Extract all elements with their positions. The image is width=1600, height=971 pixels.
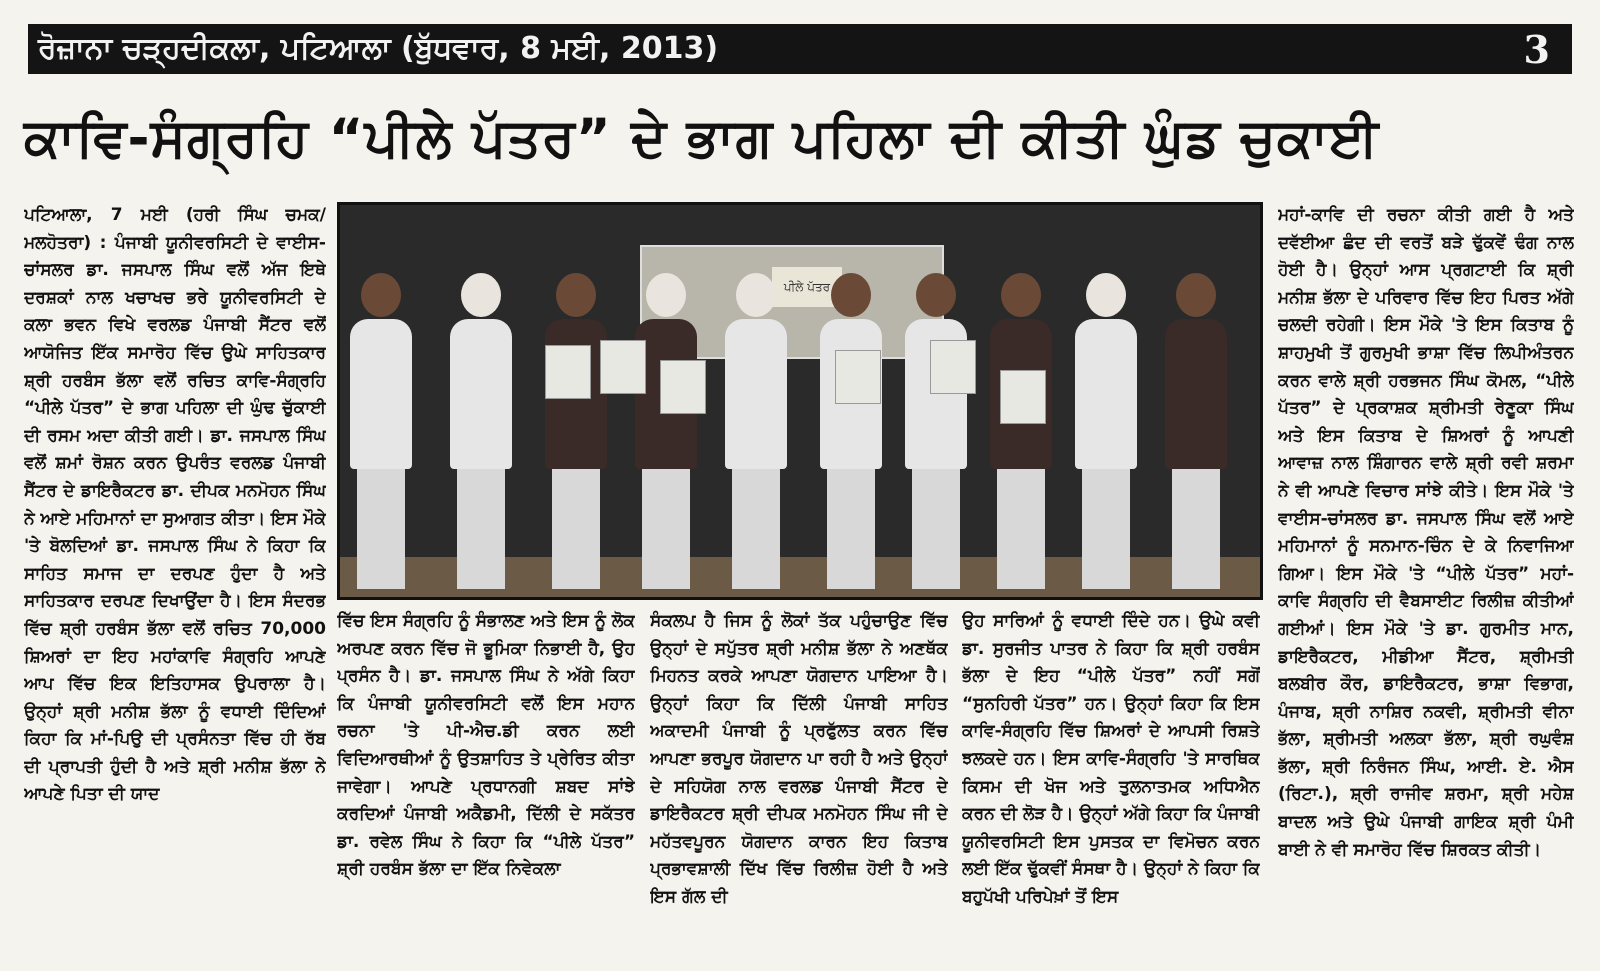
book <box>545 345 591 399</box>
headline: ਕਾਵਿ-ਸੰਗ੍ਰਹਿ “ਪੀਲੇ ਪੱਤਰ” ਦੇ ਭਾਗ ਪਹਿਲਾ ਦੀ ਕੀਤੀ ਘੁੰਡ ਚੁਕਾਈ <box>24 108 1380 169</box>
article-column-4: ਉਹ ਸਾਰਿਆਂ ਨੂੰ ਵਧਾਈ ਦਿੰਦੇ ਹਨ। ਉਘੇ ਕਵੀ ਡਾ. ਸੁਰਜੀਤ ਪਾਤਰ ਨੇ ਕਿਹਾ ਕਿ ਸ਼੍ਰੀ ਹਰਬੰਸ ਭੱਲਾ ਦੇ ਇਹ “ਪੀਲੇ ਪੱਤਰ” ਨਹੀਂ ਸਗੋਂ “ਸੁਨਹਿਰੀ ਪੱਤਰ” ਹਨ। ਉਨ੍ਹਾਂ ਕਿਹਾ ਕਿ ਇਸ ਕਾਵਿ-ਸੰਗ੍ਰਹਿ ਵਿੱਚ ਸ਼ਿਅਰਾਂ ਦੇ ਆਪਸੀ ਰਿਸ਼ਤੇ ਝਲਕਦੇ ਹਨ। ਇਸ ਕਾਵਿ-ਸੰਗ੍ਰਹਿ 'ਤੇ ਸਾਰਥਿਕ ਕਿਸਮ ਦੀ ਖੋਜ ਅਤੇ ਤੁਲਨਾਤਮਕ ਅਧਿਐਨ ਕਰਨ ਦੀ ਲੋੜ ਹੈ। ਉਨ੍ਹਾਂ ਅੱਗੇ ਕਿਹਾ ਕਿ ਪੰਜਾਬੀ ਯੂਨੀਵਰਸਿਟੀ ਇਸ ਪੁਸਤਕ ਦਾ ਵਿਮੋਚਨ ਕਰਨ ਲਈ ਇੱਕ ਢੁੱਕਵੀਂ ਸੰਸਥਾ ਹੈ। ਉਨ੍ਹਾਂ ਨੇ ਕਿਹਾ ਕਿ ਬਹੁਪੱਖੀ ਪਰਿਪੇਖ਼ਾਂ ਤੋਂ ਇਸ <box>962 611 1260 907</box>
event-photo <box>337 202 1263 600</box>
book <box>600 340 646 394</box>
person <box>450 273 512 589</box>
person <box>905 273 967 589</box>
book <box>930 340 976 394</box>
article-column-2: ਵਿੱਚ ਇਸ ਸੰਗ੍ਰਹਿ ਨੂੰ ਸੰਭਾਲਣ ਅਤੇ ਇਸ ਨੂੰ ਲੋਕ ਅਰਪਣ ਕਰਨ ਵਿੱਚ ਜੋ ਭੂਮਿਕਾ ਨਿਭਾਈ ਹੈ, ਉਹ ਪ੍ਰਸੰਨ ਹੈ। ਡਾ. ਜਸਪਾਲ ਸਿੰਘ ਨੇ ਅੱਗੇ ਕਿਹਾ ਕਿ ਪੰਜਾਬੀ ਯੂਨੀਵਰਸਿਟੀ ਵਲੋਂ ਇਸ ਮਹਾਨ ਰਚਨਾ 'ਤੇ ਪੀ-ਐਚ.ਡੀ ਕਰਨ ਲਈ ਵਿਦਿਆਰਥੀਆਂ ਨੂੰ ਉਤਸ਼ਾਹਿਤ ਤੇ ਪ੍ਰੇਰਿਤ ਕੀਤਾ ਜਾਵੇਗਾ। ਆਪਣੇ ਪ੍ਰਧਾਨਗੀ ਸ਼ਬਦ ਸਾਂਝੇ ਕਰਦਿਆਂ ਪੰਜਾਬੀ ਅਕੈਡਮੀ, ਦਿੱਲੀ ਦੇ ਸਕੱਤਰ ਡਾ. ਰਵੇਲ ਸਿੰਘ ਨੇ ਕਿਹਾ ਕਿ “ਪੀਲੇ ਪੱਤਰ” ਸ਼੍ਰੀ ਹਰਬੰਸ ਭੱਲਾ ਦਾ ਇੱਕ ਨਿਵੇਕਲਾ <box>337 611 635 880</box>
book <box>835 350 881 404</box>
masthead <box>28 24 1572 74</box>
article-column-3: ਸੰਕਲਪ ਹੈ ਜਿਸ ਨੂੰ ਲੋਕਾਂ ਤੱਕ ਪਹੁੰਚਾਉਣ ਵਿੱਚ ਉਨ੍ਹਾਂ ਦੇ ਸਪੁੱਤਰ ਸ਼੍ਰੀ ਮਨੀਸ਼ ਭੱਲਾ ਨੇ ਅਣਥੱਕ ਮਿਹਨਤ ਕਰਕੇ ਆਪਣਾ ਯੋਗਦਾਨ ਪਾਇਆ ਹੈ। ਉਨ੍ਹਾਂ ਕਿਹਾ ਕਿ ਦਿੱਲੀ ਪੰਜਾਬੀ ਸਾਹਿਤ ਅਕਾਦਮੀ ਪੰਜਾਬੀ ਨੂੰ ਪ੍ਰਫੁੱਲਤ ਕਰਨ ਵਿੱਚ ਆਪਣਾ ਭਰਪੂਰ ਯੋਗਦਾਨ ਪਾ ਰਹੀ ਹੈ ਅਤੇ ਉਨ੍ਹਾਂ ਦੇ ਸਹਿਯੋਗ ਨਾਲ ਵਰਲਡ ਪੰਜਾਬੀ ਸੈਂਟਰ ਦੇ ਡਾਇਰੈਕਟਰ ਸ਼੍ਰੀ ਦੀਪਕ ਮਨਮੋਹਨ ਸਿੰਘ ਜੀ ਦੇ ਮਹੱਤਵਪੂਰਨ ਯੋਗਦਾਨ ਕਾਰਨ ਇਹ ਕਿਤਾਬ ਪ੍ਰਭਾਵਸ਼ਾਲੀ ਦਿੱਖ ਵਿੱਚ ਰਿਲੀਜ਼ ਹੋਈ ਹੈ ਅਤੇ ਇਸ ਗੱਲ ਦੀ <box>650 611 948 907</box>
book <box>1000 370 1046 424</box>
person <box>990 273 1052 589</box>
person <box>635 273 697 589</box>
person <box>1075 273 1137 589</box>
person <box>1165 273 1227 589</box>
person <box>820 273 882 589</box>
article-column-5: ਮਹਾਂ-ਕਾਵਿ ਦੀ ਰਚਨਾ ਕੀਤੀ ਗਈ ਹੈ ਅਤੇ ਦਵੱਈਆ ਛੰਦ ਦੀ ਵਰਤੋਂ ਬੜੇ ਢੁੱਕਵੇਂ ਢੰਗ ਨਾਲ ਹੋਈ ਹੈ। ਉਨ੍ਹਾਂ ਆਸ ਪ੍ਰਗਟਾਈ ਕਿ ਸ਼੍ਰੀ ਮਨੀਸ਼ ਭੱਲਾ ਦੇ ਪਰਿਵਾਰ ਵਿੱਚ ਇਹ ਪਿਰਤ ਅੱਗੇ ਚਲਦੀ ਰਹੇਗੀ। ਇਸ ਮੌਕੇ 'ਤੇ ਇਸ ਕਿਤਾਬ ਨੂੰ ਸ਼ਾਹਮੁਖੀ ਤੋਂ ਗੁਰਮੁਖੀ ਭਾਸ਼ਾ ਵਿੱਚ ਲਿਪੀਅੰਤਰਨ ਕਰਨ ਵਾਲੇ ਸ਼੍ਰੀ ਹਰਭਜਨ ਸਿੰਘ ਕੋਮਲ, “ਪੀਲੇ ਪੱਤਰ” ਦੇ ਪ੍ਰਕਾਸ਼ਕ ਸ਼੍ਰੀਮਤੀ ਰੇਣੂਕਾ ਸਿੰਘ ਅਤੇ ਇਸ ਕਿਤਾਬ ਦੇ ਸ਼ਿਅਰਾਂ ਨੂੰ ਆਪਣੀ ਆਵਾਜ਼ ਨਾਲ ਸ਼ਿੰਗਾਰਨ ਵਾਲੇ ਸ਼੍ਰੀ ਰਵੀ ਸ਼ਰਮਾ ਨੇ ਵੀ ਆਪਣੇ ਵਿਚਾਰ ਸਾਂਝੇ ਕੀਤੇ। ਇਸ ਮੌਕੇ 'ਤੇ ਵਾਈਸ-ਚਾਂਸਲਰ ਡਾ. ਜਸਪਾਲ ਸਿੰਘ ਵਲੋਂ ਆਏ ਮਹਿਮਾਨਾਂ ਨੂੰ ਸਨਮਾਨ-ਚਿੰਨ ਦੇ ਕੇ ਨਿਵਾਜਿਆ ਗਿਆ। ਇਸ ਮੌਕੇ 'ਤੇ “ਪੀਲੇ ਪੱਤਰ” ਮਹਾਂ-ਕਾਵਿ ਸੰਗ੍ਰਹਿ ਦੀ ਵੈਬਸਾਈਟ ਰਿਲੀਜ਼ ਕੀਤੀਆਂ ਗਈਆਂ। ਇਸ ਮੌਕੇ 'ਤੇ ਡਾ. ਗੁਰਮੀਤ ਮਾਨ, ਡਾਇਰੈਕਟਰ, ਮੀਡੀਆ ਸੈਂਟਰ, ਸ਼੍ਰੀਮਤੀ ਬਲਬੀਰ ਕੌਰ, ਡਾਇਰੈਕਟਰ, ਭਾਸ਼ਾ ਵਿਭਾਗ, ਪੰਜਾਬ, ਸ਼੍ਰੀ ਨਾਸ਼ਿਰ ਨਕਵੀ, ਸ਼੍ਰੀਮਤੀ ਵੀਨਾ ਭੱਲਾ, ਸ਼੍ਰੀਮਤੀ ਅਲਕਾ ਭੱਲਾ, ਸ਼੍ਰੀ ਰਘੁਵੰਸ਼ ਭੱਲਾ, ਸ਼੍ਰੀ ਨਿਰੰਜਨ ਸਿੰਘ, ਆਈ. ਏ. ਐਸ (ਰਿਟਾ.), ਸ਼੍ਰੀ ਰਾਜੀਵ ਸ਼ਰਮਾ, ਸ਼੍ਰੀ ਮਹੇਸ਼ ਬਾਦਲ ਅਤੇ ਉਘੇ ਪੰਜਾਬੀ ਗਾਇਕ ਸ਼੍ਰੀ ਪੰਮੀ ਬਾਈ ਨੇ ਵੀ ਸਮਾਰੋਹ ਵਿੱਚ ਸ਼ਿਰਕਤ ਕੀਤੀ। <box>1278 205 1574 860</box>
person <box>725 273 787 589</box>
person <box>545 273 607 589</box>
page-number: 3 <box>1523 27 1550 72</box>
person <box>350 273 412 589</box>
book <box>660 360 706 414</box>
banner-title: ਪੀਲੇ ਪੱਤਰ <box>772 267 842 307</box>
newspaper-name-date: ਰੋਜ਼ਾਨਾ ਚੜ੍ਹਦੀਕਲਾ, ਪਟਿਆਲਾ (ਬੁੱਧਵਾਰ, 8 ਮਈ, 2013) <box>38 31 719 66</box>
article-column-1: ਪਟਿਆਲਾ, 7 ਮਈ (ਹਰੀ ਸਿੰਘ ਚਮਕ/ ਮਲਹੋਤਰਾ) : ਪੰਜਾਬੀ ਯੂਨੀਵਰਸਿਟੀ ਦੇ ਵਾਈਸ-ਚਾਂਸਲਰ ਡਾ. ਜਸਪਾਲ ਸਿੰਘ ਵਲੋਂ ਅੱਜ ਇਥੇ ਦਰਸ਼ਕਾਂ ਨਾਲ ਖਚਾਖਚ ਭਰੇ ਯੂਨੀਵਰਸਿਟੀ ਦੇ ਕਲਾ ਭਵਨ ਵਿਖੇ ਵਰਲਡ ਪੰਜਾਬੀ ਸੈਂਟਰ ਵਲੋਂ ਆਯੋਜਿਤ ਇੱਕ ਸਮਾਰੋਹ ਵਿੱਚ ਉਘੇ ਸਾਹਿਤਕਾਰ ਸ਼੍ਰੀ ਹਰਬੰਸ ਭੱਲਾ ਵਲੋਂ ਰਚਿਤ ਕਾਵਿ-ਸੰਗ੍ਰਹਿ “ਪੀਲੇ ਪੱਤਰ” ਦੇ ਭਾਗ ਪਹਿਲਾ ਦੀ ਘੁੰਢ ਚੁੱਕਾਈ ਦੀ ਰਸਮ ਅਦਾ ਕੀਤੀ ਗਈ। ਡਾ. ਜਸਪਾਲ ਸਿੰਘ ਵਲੋਂ ਸ਼ਮਾਂ ਰੋਸ਼ਨ ਕਰਨ ਉਪਰੰਤ ਵਰਲਡ ਪੰਜਾਬੀ ਸੈਂਟਰ ਦੇ ਡਾਇਰੈਕਟਰ ਡਾ. ਦੀਪਕ ਮਨਮੋਹਨ ਸਿੰਘ ਨੇ ਆਏ ਮਹਿਮਾਨਾਂ ਦਾ ਸੁਆਗਤ ਕੀਤਾ। ਇਸ ਮੌਕੇ 'ਤੇ ਬੋਲਦਿਆਂ ਡਾ. ਜਸਪਾਲ ਸਿੰਘ ਨੇ ਕਿਹਾ ਕਿ ਸਾਹਿਤ ਸਮਾਜ ਦਾ ਦਰਪਣ ਹੁੰਦਾ ਹੈ ਅਤੇ ਸਾਹਿਤਕਾਰ ਦਰਪਣ ਦਿਖਾਉਂਦਾ ਹੈ। ਇਸ ਸੰਦਰਭ ਵਿੱਚ ਸ਼੍ਰੀ ਹਰਬੰਸ ਭੱਲਾ ਵਲੋਂ ਰਚਿਤ 70,000 ਸ਼ਿਅਰਾਂ ਦਾ ਇਹ ਮਹਾਂਕਾਵਿ ਸੰਗ੍ਰਹਿ ਆਪਣੇ ਆਪ ਵਿੱਚ ਇਕ ਇਤਿਹਾਸਕ ਉਪਰਾਲਾ ਹੈ। ਉਨ੍ਹਾਂ ਸ਼੍ਰੀ ਮਨੀਸ਼ ਭੱਲਾ ਨੂੰ ਵਧਾਈ ਦਿੰਦਿਆਂ ਕਿਹਾ ਕਿ ਮਾਂ-ਪਿਉ ਦੀ ਪ੍ਰਸੰਨਤਾ ਵਿੱਚ ਹੀ ਰੱਬ ਦੀ ਪ੍ਰਾਪਤੀ ਹੁੰਦੀ ਹੈ ਅਤੇ ਸ਼੍ਰੀ ਮਨੀਸ਼ ਭੱਲਾ ਨੇ ਆਪਣੇ ਪਿਤਾ ਦੀ ਯਾਦ <box>24 205 326 805</box>
